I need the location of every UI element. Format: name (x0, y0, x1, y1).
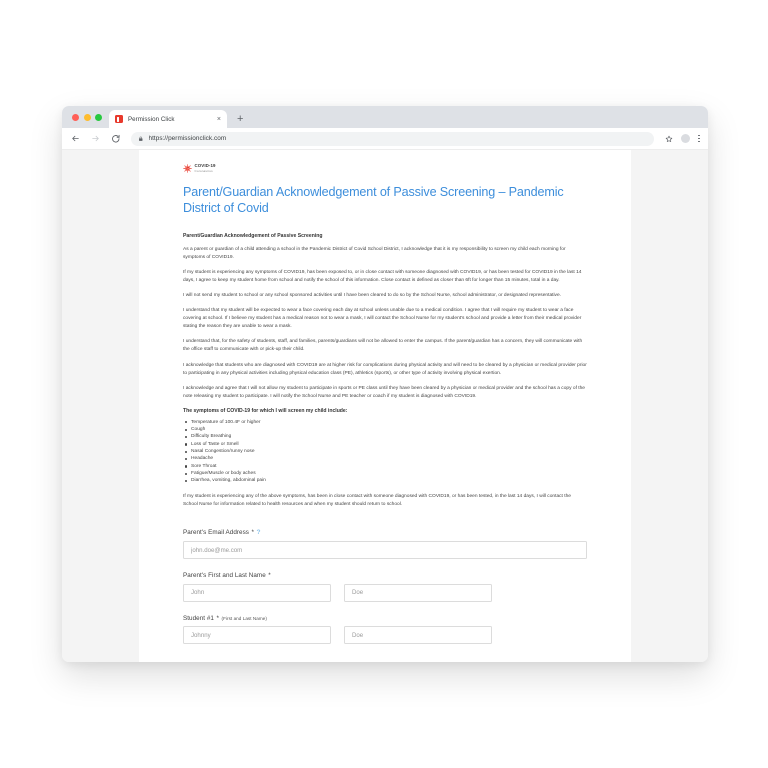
consent-paragraph: If my student is experiencing any symptoms of COVID19, has been exposed to, or in close contact with someone diagnosed with COVID19, or has been tested for COVID19 in the last 14 days, I agree to keep my student home from school and notify the school of this information. Close contact is defined as closer than 6ft for longer than 15 minutes, total in a day. (183, 269, 582, 283)
list-item: Cough (183, 426, 587, 433)
browser-tab-title: Permission Click (128, 115, 175, 123)
student-one-inputs-row (183, 626, 587, 644)
acknowledgement-section-heading: Parent/Guardian Acknowledgement of Passive Screening (183, 232, 323, 239)
virus-icon (183, 164, 192, 173)
closing-paragraph: If my student is experiencing any of the above symptoms, has been in close contact with someone diagnosed with COVID19, or has been tested, in the last 14 days, I will contact the School Nurse for information related to health resources and when my student should return to school. (183, 493, 571, 507)
toolbar-right-actions (663, 134, 700, 143)
reload-icon[interactable] (110, 133, 121, 144)
profile-avatar-icon[interactable] (681, 134, 690, 143)
form-page-sheet (139, 150, 631, 662)
close-window-button[interactable] (72, 114, 79, 121)
student-one-hint: (First and Last Name) (221, 615, 267, 621)
student-one-field-label (183, 615, 587, 622)
list-item: Loss of Taste or Smell (183, 441, 587, 448)
parent-last-name-input[interactable] (344, 584, 492, 602)
list-item: Sore Throat (183, 463, 587, 470)
list-item: Temperature of 100.4F or higher (183, 419, 587, 426)
list-item: Headache (183, 455, 587, 462)
address-bar-url: https://permissionclick.com (148, 135, 227, 142)
forward-arrow-icon[interactable] (90, 133, 101, 144)
student-one-field-group (183, 615, 587, 645)
page-viewport (62, 150, 708, 662)
consent-paragraph: I will not send my student to school or any school sponsored activities until I have been cleared to do so by the School Nurse, school administrator, or designated representative. (183, 293, 562, 299)
consent-paragraph: I acknowledge that students who are diagnosed with COVID19 are at higher risk for complications during physical activity and will need to be cleared by a physician or medical provider prior to participating in any physical activities including physical education class (PE), athletics (sports), or other type of activity involving physical exertion. (183, 362, 587, 376)
email-required-mark: * (251, 528, 255, 536)
window-traffic-lights (70, 106, 109, 128)
parent-email-input[interactable] (183, 541, 587, 559)
list-item: Diarrhea, vomiting, abdominal pain (183, 477, 587, 484)
symptoms-list (183, 419, 587, 485)
list-item: Difficulty Breathing (183, 433, 587, 440)
consent-paragraph: As a parent or guardian of a child attending a school in the Pandemic District of Covid School District, I acknowledge that it is my responsibility to screen my child each morning for symptoms of COVID19. (183, 246, 566, 260)
browser-tab[interactable] (109, 110, 227, 128)
covid-logo-subtitle: Coronavirus (194, 168, 213, 173)
browser-toolbar (62, 128, 708, 150)
lock-icon (138, 136, 144, 142)
new-tab-button[interactable]: + (237, 113, 244, 125)
student-one-label-text: Student #1 (183, 614, 214, 622)
consent-paragraph: I understand that, for the safety of students, staff, and families, parents/guardians will not be allowed to enter the campus. If the parent/guardian has a concern, they will communicate with the office staff to communicate with or pick-up their child. (183, 339, 583, 353)
browser-window (62, 106, 708, 662)
help-question-icon[interactable]: ? (256, 528, 261, 536)
list-item: Nasal Congestion/runny nose (183, 448, 587, 455)
symptoms-heading: The symptoms of COVID-19 for which I will screen my child include: (183, 408, 348, 415)
parent-name-label-text: Parent's First and Last Name (183, 572, 266, 580)
form-fields-area (183, 516, 587, 644)
browser-tab-strip (62, 106, 708, 128)
close-tab-icon[interactable]: × (216, 115, 221, 123)
parent-name-field-label (183, 572, 587, 579)
list-item: Fatigue/Muscle or body aches (183, 470, 587, 477)
maximize-window-button[interactable] (95, 114, 102, 121)
kebab-menu-icon[interactable] (698, 135, 700, 142)
email-field-label (183, 529, 587, 537)
parent-first-name-input[interactable] (183, 584, 331, 602)
student-one-required-mark: * (216, 614, 219, 622)
page-title: Parent/Guardian Acknowledgement of Passive Screening – Pandemic District of Covid (183, 185, 564, 216)
parent-name-required-mark: * (268, 572, 271, 580)
student-one-last-name-input[interactable] (344, 626, 492, 644)
email-field-group (183, 529, 587, 559)
covid-logo-title: COVID-19 (194, 163, 216, 169)
star-icon[interactable] (665, 135, 673, 143)
student-one-first-name-input[interactable] (183, 626, 331, 644)
parent-name-inputs-row (183, 584, 587, 602)
permission-click-favicon-icon (115, 115, 123, 123)
parent-name-field-group (183, 572, 587, 602)
covid-19-logo (183, 164, 587, 173)
address-bar[interactable] (131, 132, 654, 146)
back-arrow-icon[interactable] (70, 133, 81, 144)
consent-paragraph: I acknowledge and agree that I will not allow my student to participate in sports or PE class until they have been cleared by a physician or medical provider and the school has a copy of the note releasing my student to participate. I will notify the School Nurse and PE teacher or coach if my student is diagnosed with COVID19. (183, 385, 585, 399)
email-label-text: Parent's Email Address (183, 528, 249, 536)
minimize-window-button[interactable] (84, 114, 91, 121)
consent-paragraph: I understand that my student will be expected to wear a face covering each day at school unless unable due to a medical condition. I agree that I will require my student to wear a face covering at school. If I believe my student has a medical reason not to wear a mask, I will contact the School Nurse for my student's school and provide a letter from their medical provider stating the reason they are unable to wear a mask. (183, 308, 582, 330)
